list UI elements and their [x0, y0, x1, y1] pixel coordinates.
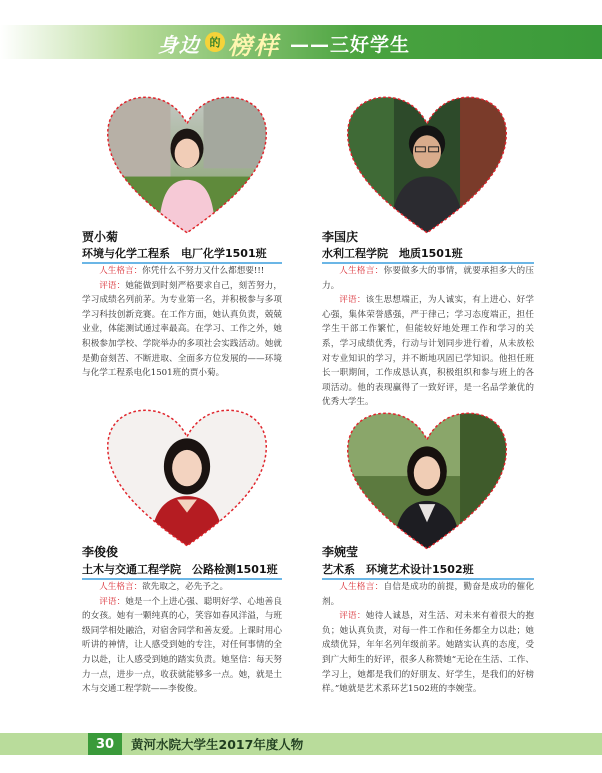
comment-label: 评语：: [99, 280, 126, 291]
student-name: 李国庆: [322, 230, 359, 244]
student-description: [322, 264, 534, 410]
page-number: 30: [88, 733, 122, 755]
motto-label: 人生格言：: [99, 266, 143, 276]
student-major: 土木与交通工程学院 公路检测1501班: [82, 563, 278, 576]
motto-text: 自信是成功的前提，勤奋是成功的催化剂。: [322, 582, 534, 607]
comment-label: 评语：: [339, 295, 366, 306]
heart-photo-4: [344, 410, 510, 552]
motto-text: 你凭什么不努力又什么都想要!!!: [142, 266, 265, 276]
motto-label: 人生格言：: [339, 582, 384, 592]
comment-label: 评语：: [99, 596, 126, 607]
student-name: 贾小菊: [82, 230, 119, 244]
motto-text: 你要做多大的事情，就要承担多大的压力。: [322, 266, 534, 291]
student-major: 环境与化学工程系 电厂化学1501班: [82, 247, 267, 260]
header-title-part4: ——三好学生: [290, 33, 411, 56]
student-name: 李俊俊: [82, 545, 119, 559]
comment-text: 她能做到时刻严格要求自己，刻苦努力，学习成绩名列前茅。为专业第一名，并积极参与多项学习科技创新竞赛。在工作方面，她认真负责，兢兢业业，体能测试通过率最高。在学习、工作之外，她积极参加学校、学院举办的多项社会实践活动。她就是勤奋刻苦、不断进取、全面多方位发展的——环境与化学工程系电化1501班的贾小菊。: [82, 280, 282, 379]
motto-label: 人生格言：: [339, 266, 384, 276]
motto-text: 欲先取之，必先予之。: [142, 582, 229, 592]
comment-text: 该生思想端正，为人诚实，有上进心、好学心强，集体荣誉感强，严于律己；学习态度端正，担任学生干部工作繁忙，但能较好地处理工作和学习的关系，学习成绩优秀，行动与计划同步进行着，从未放松对专业知识的学习，并不断地巩固已学知识。他担任班长一职期间，工作成恳认真，积极组织和参与班上的各项活动。他的表现赢得了一致好评，是一名品学兼优的优秀大学生。: [322, 295, 534, 408]
comment-text: 她是一个上进心强、聪明好学、心地善良的女孩。她有一颗纯真的心，笑容如春风洋溢，与班级同学相处融洽，对宿舍同学和善友爱。上课时用心听讲的神情，让人感受到她的专注，对任何事情的全力以赴，让人感受到她的踏实负责。她坚信：每天努力一点，进步一点，收获就能够多一点。她，就是土木与交通工程学院——李俊俊。: [82, 596, 282, 695]
comment-text: 她待人诚恳，对生活、对未来有着很大的抱负；她认真负责，对每一件工作和任务都全力以赴；她成绩优异，年年名列年级前茅。她踏实认真的态度，受到广大师生的好评，很多人称赞她“无论在生活、工作、学习上，她都是我们的好朋友、好学生，是我们的好榜样。”她就是艺术系环艺1502班的李婉莹。: [322, 611, 534, 695]
header-title-part1: 身边: [158, 32, 200, 57]
student-description: [82, 580, 282, 697]
footer-title: 黄河水院大学生2017年度人物: [131, 737, 304, 752]
heart-photo-3: [104, 407, 270, 549]
header-title-part2: 的: [205, 32, 225, 52]
comment-label: 评语：: [339, 611, 366, 622]
student-major: 艺术系 环境艺术设计1502班: [322, 563, 474, 576]
student-name: 李婉莹: [322, 545, 359, 559]
heart-photo-2: [344, 94, 510, 236]
header-title-part3: 榜样: [228, 30, 280, 60]
motto-label: 人生格言：: [99, 582, 143, 592]
heart-photo-1: [104, 94, 270, 236]
student-description: [322, 580, 534, 697]
student-major: 水利工程学院 地质1501班: [322, 247, 463, 260]
student-description: [82, 264, 282, 381]
